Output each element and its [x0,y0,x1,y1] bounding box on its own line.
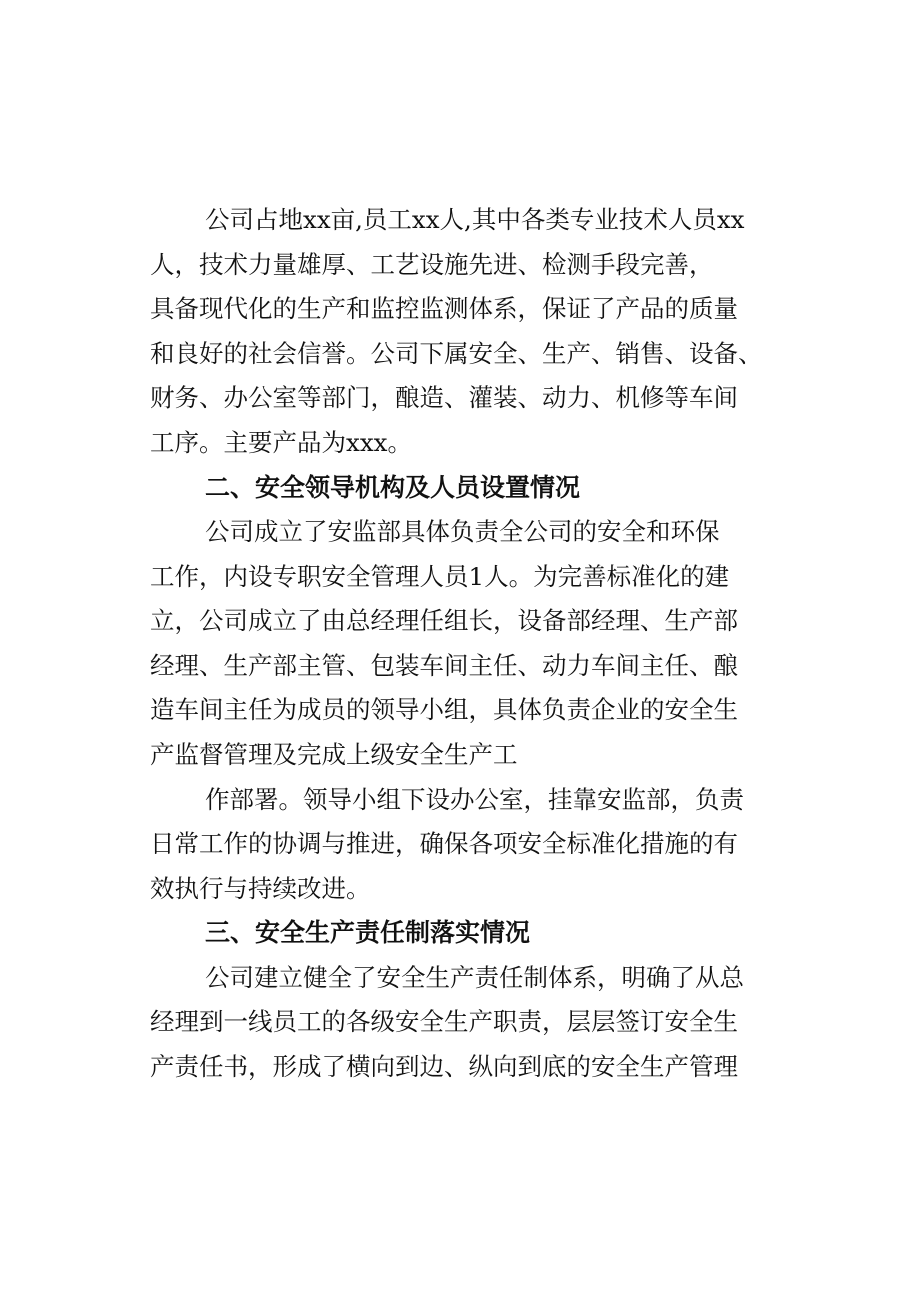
paragraph-line: 工序。主要产品为xxx。 [150,428,412,457]
section-heading-responsibility: 三、安全生产责任制落实情况 [205,918,531,947]
paragraph-line: 经理到一线员工的各级安全生产职责，层层签订安全生 [150,1007,738,1036]
paragraph-line: 产监督管理及完成上级安全生产工 [150,740,518,769]
paragraph-line: 人，技术力量雄厚、工艺设施先进、检测手段完善， [150,250,714,279]
paragraph-line: 经理、生产部主管、包装车间主任、动力车间主任、酿 [150,651,738,680]
paragraph-line: 效执行与持续改进。 [150,874,371,903]
paragraph-line: 造车间主任为成员的领导小组，具体负责企业的安全生 [150,695,738,724]
paragraph-line: 产责任书，形成了横向到边、纵向到底的安全生产管理 [150,1052,738,1081]
paragraph-line: 公司建立健全了安全生产责任制体系，明确了从总 [205,963,744,992]
paragraph-line: 工作，内设专职安全管理人员1人。为完善标准化的建 [150,562,730,591]
paragraph-line: 立，公司成立了由总经理任组长，设备部经理、生产部 [150,606,738,635]
paragraph-line: 和良好的社会信誉。公司下属安全、生产、销售、设备、 [150,339,763,368]
paragraph-line: 财务、办公室等部门，酿造、灌装、动力、机修等车间 [150,383,738,412]
section-heading-leadership: 二、安全领导机构及人员设置情况 [205,473,581,502]
paragraph-line: 公司占地xx亩,员工xx人,其中各类专业技术人员xx [205,205,745,234]
paragraph-line: 公司成立了安监部具体负责全公司的安全和环保 [205,517,720,546]
paragraph-line: 日常工作的协调与推进，确保各项安全标准化措施的有 [150,829,738,858]
paragraph-line: 作部署。领导小组下设办公室，挂靠安监部，负责 [205,785,744,814]
paragraph-line: 具备现代化的生产和监控监测体系，保证了产品的质量 [150,294,738,323]
